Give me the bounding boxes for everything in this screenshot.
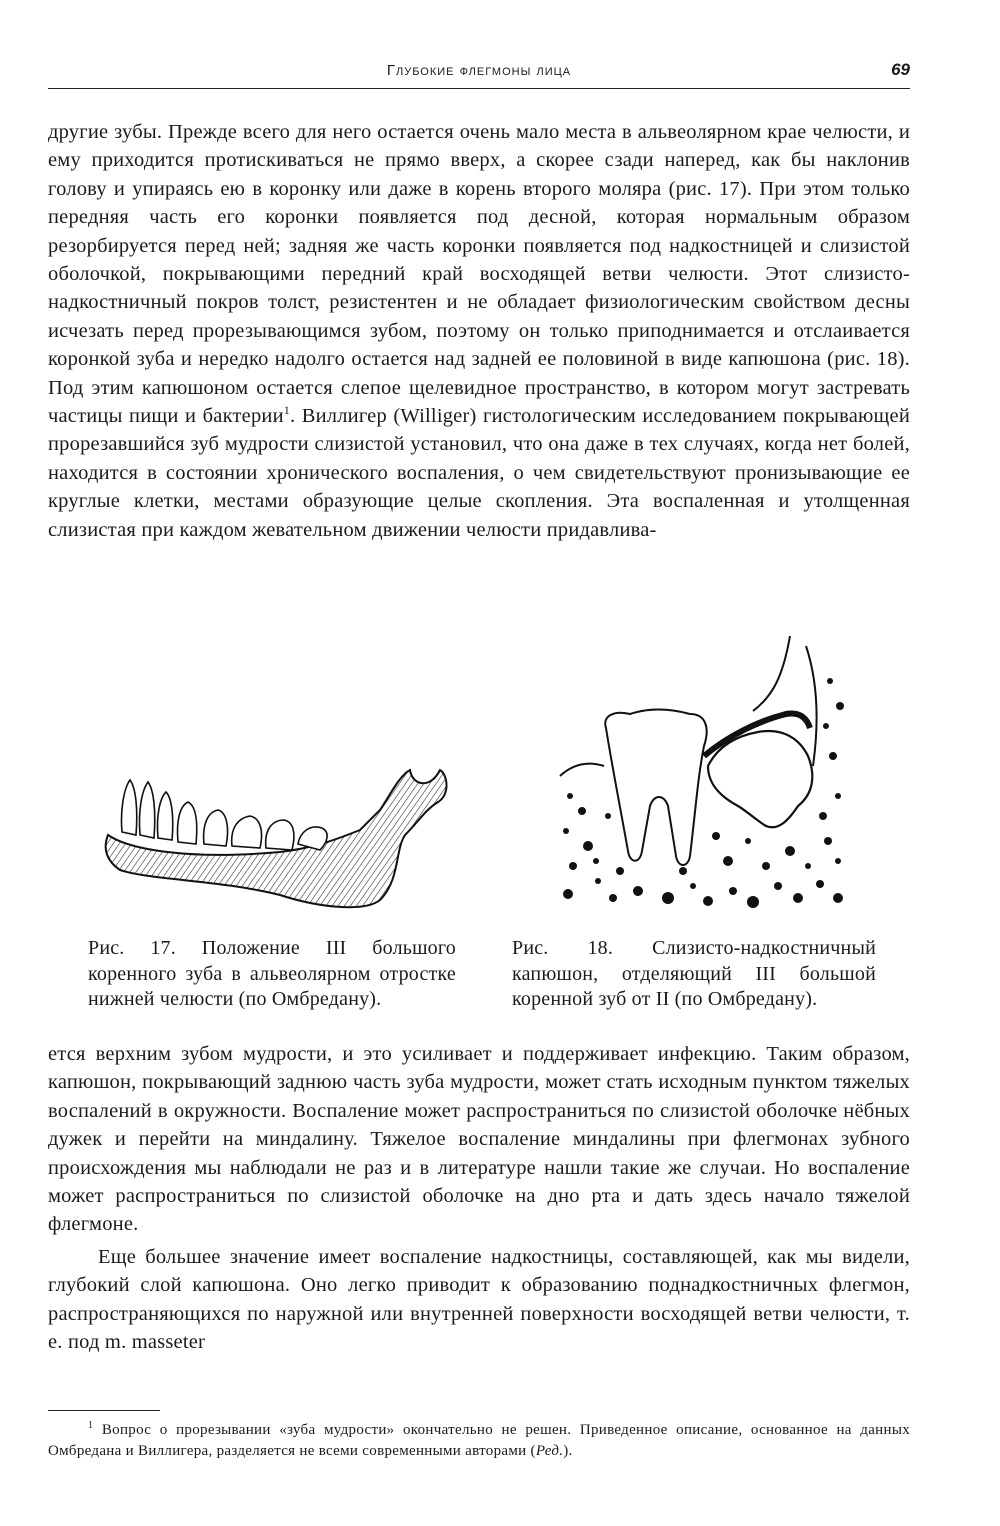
footnote-marker: 1 — [88, 1420, 94, 1431]
paragraph-2: ется верхним зубом мудрости, и это усиливает и поддерживает инфекцию. Таким образом, капюшон, покрывающий заднюю часть зуба мудрости, может стать исходным пунктом тяжелых воспалений в окружности. Воспаление может распространиться по слизистой оболочке нёбных дужек и перейти на миндалину. Тяжелое воспаление миндалины при флегмонах зубного происхождения мы наблюдали не раз и в литературе нашли такие же случаи. Но воспаление может распространиться по слизистой оболочке на дно рта и дать здесь начало тяжелой флегмоне. — [48, 1043, 910, 1236]
paragraph-3: Еще большее значение имеет воспаление надкостницы, составляющей, как мы видели, глубокий слой капюшона. Оно легко приводит к образованию поднадкостничных флегмон, распространяющихся по наружной или внутренней поверхности восходящей ветви челюсти, т. е. под m. masseter — [48, 1245, 910, 1354]
running-title: Глубокие флегмоны лица — [386, 62, 572, 79]
figure-17-mandible-drawing — [100, 740, 460, 920]
figure-17-caption: Рис. 17. Положение III большого коренного зуба в альвеолярном отростке нижней челюсти (по Омбредану). — [88, 937, 456, 1010]
page-number: 69 — [891, 60, 910, 79]
body-text-upper — [48, 118, 910, 544]
figure-18-caption: Рис. 18. Слизисто-надкостничный капюшон, отделяющий III большой коренной зуб от II (по Омбредану). — [512, 937, 876, 1010]
footnote-rule — [48, 1410, 160, 1411]
mandible-teeth — [121, 780, 327, 850]
footnote-text-end: ). — [563, 1443, 573, 1459]
running-header — [48, 60, 910, 89]
paragraph-1 — [48, 118, 910, 544]
figure-18-tooth-hood-drawing — [558, 636, 848, 914]
paragraph-1-text: другие зубы. Прежде всего для него остается очень мало места в альвеолярном крае челюсти, и ему приходится протискиваться не прямо вверх, а скорее сзади наперед, как бы наклонив голову и упираясь ею в коронку или даже в корень второго моляра (рис. 17). При этом только передняя часть его коронки появляется под десной, которая нормальным образом резорбируется перед ней; задняя же часть коронки появляется под надкостницей и слизистой оболочкой, покрывающими передний край восходящей ветви челюсти. Этот слизисто-надкостничный покров толст, резистентен и не обладает физиологическим свойством десны исчезать перед прорезывающимся зубом, поэтому он только приподнимается и отслаивается коронкой зуба и нередко надолго остается над задней ее половиной в виде капюшона (рис. 18). Под этим капюшоном остается слепое щелевидное пространство, в котором могут застревать частицы пищи и бактерии — [48, 121, 910, 428]
footnote-editor-note: Ред. — [535, 1443, 564, 1459]
gum-line — [560, 764, 604, 776]
paragraph-1-continued: . Виллигер (Williger) гистологическим исследованием покрывающей прорезавшийся зуб мудрости слизистой установил, что она даже в тех случаях, когда нет болей, находится в состоянии хронического воспаления, о чем свидетельствуют пронизывающие ее круглые клетки, местами образующие целые скопления. Эта воспаленная и утолщенная слизистая при каждом жевательном движении челюсти придавлива- — [48, 405, 910, 541]
footnote — [48, 1420, 910, 1462]
body-text-lower — [48, 1040, 910, 1356]
footnote-text: Вопрос о прорезывании «зуба мудрости» окончательно не решен. Приведенное описание, основанное на данных Омбредана и Виллигера, разделяется не всеми современными авторами ( — [48, 1422, 910, 1459]
footnote-reference[interactable]: 1 — [283, 403, 290, 418]
